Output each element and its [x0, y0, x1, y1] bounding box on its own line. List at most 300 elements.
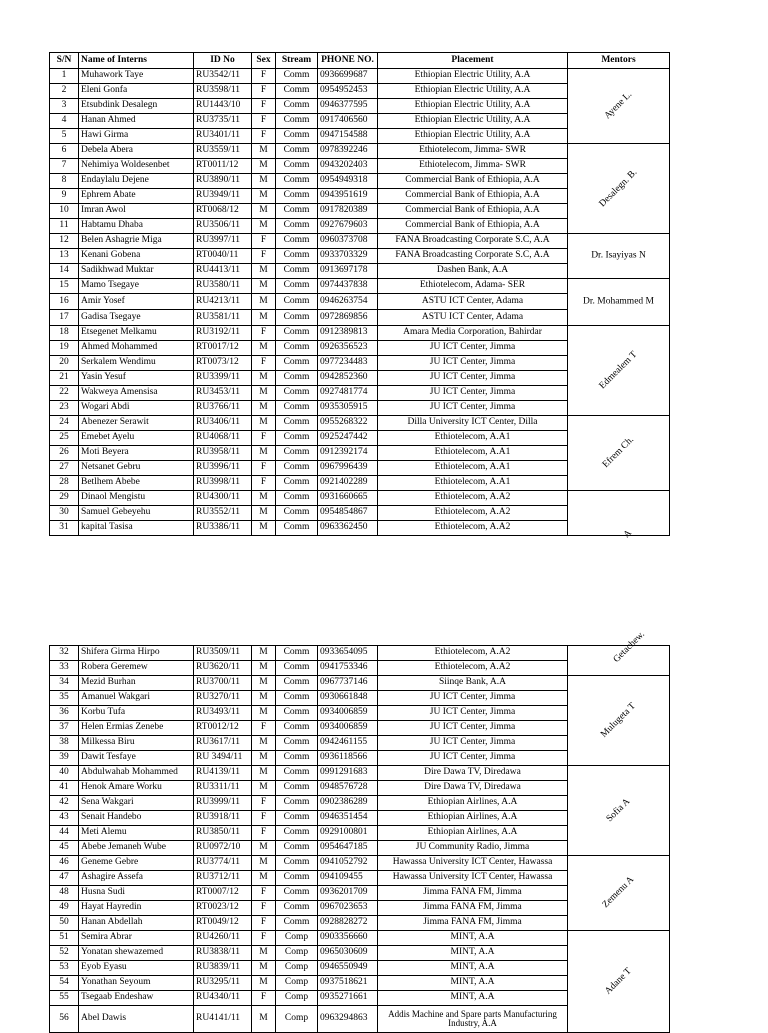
mentor-name: Ayene L.: [602, 89, 634, 122]
cell-sn: 18: [50, 326, 79, 341]
cell-stream: Comm: [276, 264, 318, 279]
cell-phone: 0929100801: [318, 826, 378, 841]
cell-id: RT0049/12: [194, 916, 252, 931]
cell-stream: Comm: [276, 310, 318, 326]
cell-placement: Amara Media Corporation, Bahirdar: [378, 326, 568, 341]
cell-id: RU0972/10: [194, 841, 252, 856]
cell-placement: Ethiotelecom, A.A2: [378, 661, 568, 676]
mentor-name: Edmealem T: [597, 349, 639, 391]
cell-name: Hanan Ahmed: [79, 114, 194, 129]
cell-phone: 0903356660: [318, 931, 378, 946]
cell-stream: Comm: [276, 401, 318, 416]
cell-placement: JU ICT Center, Jimma: [378, 386, 568, 401]
cell-sex: M: [252, 841, 276, 856]
cell-stream: Comm: [276, 326, 318, 341]
cell-phone: 0960373708: [318, 234, 378, 249]
cell-placement: Ethiotelecom, Adama- SER: [378, 279, 568, 294]
cell-sex: F: [252, 69, 276, 84]
cell-name: Hawi Girma: [79, 129, 194, 144]
cell-phone: 0927481774: [318, 386, 378, 401]
cell-sn: 41: [50, 781, 79, 796]
cell-sn: 48: [50, 886, 79, 901]
cell-sex: M: [252, 871, 276, 886]
cell-id: RT0068/12: [194, 204, 252, 219]
cell-placement: Dire Dawa TV, Diredawa: [378, 781, 568, 796]
cell-phone: 0934006859: [318, 721, 378, 736]
cell-sn: 17: [50, 310, 79, 326]
cell-name: Gadisa Tsegaye: [79, 310, 194, 326]
cell-sn: 29: [50, 491, 79, 506]
cell-phone: 0926356523: [318, 341, 378, 356]
cell-name: Sena Wakgari: [79, 796, 194, 811]
cell-sn: 10: [50, 204, 79, 219]
cell-phone: 0934006859: [318, 706, 378, 721]
cell-placement: Ethiotelecom, A.A2: [378, 646, 568, 661]
cell-sn: 43: [50, 811, 79, 826]
cell-name: Ashagire Assefa: [79, 871, 194, 886]
cell-stream: Comm: [276, 341, 318, 356]
cell-name: Meti Alemu: [79, 826, 194, 841]
cell-sn: 6: [50, 144, 79, 159]
table-row: [50, 144, 670, 159]
cell-sex: F: [252, 796, 276, 811]
cell-name: Helen Ermias Zenebe: [79, 721, 194, 736]
cell-name: Geneme Gebre: [79, 856, 194, 871]
cell-id: RU3958/11: [194, 446, 252, 461]
cell-stream: Comm: [276, 506, 318, 521]
cell-sex: M: [252, 401, 276, 416]
cell-sn: 26: [50, 446, 79, 461]
cell-placement: JU ICT Center, Jimma: [378, 721, 568, 736]
cell-stream: Comm: [276, 691, 318, 706]
cell-phone: 0933703329: [318, 249, 378, 264]
cell-placement: JU ICT Center, Jimma: [378, 341, 568, 356]
cell-sex: F: [252, 234, 276, 249]
cell-stream: Comm: [276, 706, 318, 721]
cell-phone: 0930661848: [318, 691, 378, 706]
cell-phone: 0946377595: [318, 99, 378, 114]
cell-sn: 19: [50, 341, 79, 356]
cell-phone: 0954854867: [318, 506, 378, 521]
table-row: [50, 676, 670, 691]
cell-placement: MINT, A.A: [378, 961, 568, 976]
mentor-name: Adane T: [602, 965, 634, 997]
cell-phone: 0954647185: [318, 841, 378, 856]
cell-phone: 0943202403: [318, 159, 378, 174]
cell-sex: F: [252, 249, 276, 264]
cell-phone: 0927679603: [318, 219, 378, 234]
cell-mentor: [568, 931, 670, 1033]
cell-mentor: [568, 856, 670, 931]
cell-sn: 4: [50, 114, 79, 129]
cell-sn: 40: [50, 766, 79, 781]
cell-phone: 0972869856: [318, 310, 378, 326]
cell-placement: Dashen Bank, A.A: [378, 264, 568, 279]
cell-sn: 21: [50, 371, 79, 386]
cell-sex: F: [252, 826, 276, 841]
cell-id: RU3295/11: [194, 976, 252, 991]
cell-stream: Comm: [276, 69, 318, 84]
cell-placement: FANA Broadcasting Corporate S.C, A.A: [378, 234, 568, 249]
cell-phone: 0991291683: [318, 766, 378, 781]
cell-stream: Comm: [276, 386, 318, 401]
cell-stream: Comm: [276, 676, 318, 691]
cell-phone: 0955268322: [318, 416, 378, 431]
cell-phone: 0933654095: [318, 646, 378, 661]
cell-placement: JU ICT Center, Jimma: [378, 356, 568, 371]
cell-phone: 0963362450: [318, 521, 378, 536]
cell-sex: M: [252, 646, 276, 661]
cell-sex: M: [252, 751, 276, 766]
cell-phone: 0902386289: [318, 796, 378, 811]
cell-stream: Comm: [276, 811, 318, 826]
cell-name: Endaylalu Dejene: [79, 174, 194, 189]
cell-sn: 56: [50, 1006, 79, 1033]
cell-id: RU3270/11: [194, 691, 252, 706]
cell-phone: 0967996439: [318, 461, 378, 476]
cell-placement: JU ICT Center, Jimma: [378, 706, 568, 721]
cell-placement: JU ICT Center, Jimma: [378, 736, 568, 751]
cell-phone: 0921402289: [318, 476, 378, 491]
cell-sn: 44: [50, 826, 79, 841]
cell-name: Eyob Eyasu: [79, 961, 194, 976]
cell-stream: Comm: [276, 856, 318, 871]
cell-id: RU3997/11: [194, 234, 252, 249]
cell-placement: Ethiotelecom, A.A1: [378, 431, 568, 446]
cell-sn: 38: [50, 736, 79, 751]
cell-phone: 0931660665: [318, 491, 378, 506]
cell-sex: F: [252, 931, 276, 946]
cell-stream: Comm: [276, 356, 318, 371]
cell-stream: Comm: [276, 736, 318, 751]
cell-mentor: [568, 491, 670, 540]
cell-name: Hayat Hayredin: [79, 901, 194, 916]
cell-id: RU3998/11: [194, 476, 252, 491]
cell-phone: 0963294863: [318, 1006, 378, 1033]
cell-phone: 0917406560: [318, 114, 378, 129]
cell-name: Etsubdink Desalegn: [79, 99, 194, 114]
cell-placement: Hawassa University ICT Center, Hawassa: [378, 856, 568, 871]
cell-sn: 13: [50, 249, 79, 264]
mentor-name: A: [621, 527, 634, 540]
cell-name: Wakweya Amensisa: [79, 386, 194, 401]
cell-sn: 54: [50, 976, 79, 991]
cell-placement: Ethiotelecom, Jimma- SWR: [378, 144, 568, 159]
cell-sex: M: [252, 976, 276, 991]
cell-stream: Comm: [276, 476, 318, 491]
cell-stream: Comm: [276, 491, 318, 506]
interns-table-2: [49, 629, 670, 1033]
cell-sex: M: [252, 386, 276, 401]
cell-name: Amanuel Wakgari: [79, 691, 194, 706]
cell-name: Senait Handebo: [79, 811, 194, 826]
cell-name: Etsegenet Melkamu: [79, 326, 194, 341]
cell-phone: 0936118566: [318, 751, 378, 766]
cell-name: Moti Beyera: [79, 446, 194, 461]
cell-placement: JU ICT Center, Jimma: [378, 691, 568, 706]
cell-id: RU3401/11: [194, 129, 252, 144]
cell-id: RU 3494/11: [194, 751, 252, 766]
cell-placement: Ethiotelecom, A.A1: [378, 476, 568, 491]
cell-phone: 0912389813: [318, 326, 378, 341]
cell-placement: Siinqe Bank, A.A: [378, 676, 568, 691]
cell-sex: M: [252, 371, 276, 386]
cell-name: Milkessa Biru: [79, 736, 194, 751]
mentor-name: Desalegn. B.: [597, 167, 639, 209]
cell-sn: 8: [50, 174, 79, 189]
cell-sex: F: [252, 916, 276, 931]
cell-name: Muhawork Taye: [79, 69, 194, 84]
cell-sex: M: [252, 661, 276, 676]
cell-sn: 55: [50, 991, 79, 1006]
table-row: [50, 326, 670, 341]
cell-stream: Comp: [276, 931, 318, 946]
col-mentors: Mentors: [568, 53, 670, 69]
cell-id: RU3552/11: [194, 506, 252, 521]
table-row: [50, 766, 670, 781]
cell-sn: 1: [50, 69, 79, 84]
cell-id: RU3700/11: [194, 676, 252, 691]
cell-id: RU4141/11: [194, 1006, 252, 1033]
cell-id: RU3949/11: [194, 189, 252, 204]
cell-stream: Comm: [276, 294, 318, 310]
cell-placement: JU ICT Center, Jimma: [378, 751, 568, 766]
cell-sex: M: [252, 691, 276, 706]
cell-sex: F: [252, 326, 276, 341]
cell-name: Yasin Yesuf: [79, 371, 194, 386]
cell-id: RU3617/11: [194, 736, 252, 751]
cell-mentor: [568, 416, 670, 491]
cell-phone: 0946263754: [318, 294, 378, 310]
cell-name: Mamo Tsegaye: [79, 279, 194, 294]
cell-sex: M: [252, 676, 276, 691]
cell-placement: Hawassa University ICT Center, Hawassa: [378, 871, 568, 886]
cell-phone: 0935305915: [318, 401, 378, 416]
interns-table-1: [49, 52, 670, 540]
cell-sex: M: [252, 204, 276, 219]
cell-phone: 0928828272: [318, 916, 378, 931]
cell-stream: Comp: [276, 961, 318, 976]
cell-placement: Ethiopian Electric Utility, A.A: [378, 84, 568, 99]
cell-sex: F: [252, 991, 276, 1006]
table-row: [50, 234, 670, 249]
cell-mentor: [568, 234, 670, 279]
cell-mentor: [568, 279, 670, 326]
cell-name: Sadikhwad Muktar: [79, 264, 194, 279]
cell-sn: 23: [50, 401, 79, 416]
cell-id: RT0023/12: [194, 901, 252, 916]
cell-name: Robera Geremew: [79, 661, 194, 676]
table-row: [50, 856, 670, 871]
cell-name: Abebe Jemaneh Wube: [79, 841, 194, 856]
cell-placement: Jimma FANA FM, Jimma: [378, 916, 568, 931]
cell-stream: Comm: [276, 901, 318, 916]
cell-sn: 46: [50, 856, 79, 871]
table-row: [50, 69, 670, 84]
cell-sex: M: [252, 706, 276, 721]
cell-id: RT0012/12: [194, 721, 252, 736]
cell-stream: Comm: [276, 886, 318, 901]
cell-id: RU3406/11: [194, 416, 252, 431]
table-row: [50, 279, 670, 294]
cell-sex: M: [252, 736, 276, 751]
cell-placement: Ethiotelecom, Jimma- SWR: [378, 159, 568, 174]
cell-id: RU3386/11: [194, 521, 252, 536]
cell-id: RU3620/11: [194, 661, 252, 676]
cell-stream: Comm: [276, 916, 318, 931]
cell-sn: 16: [50, 294, 79, 310]
cell-phone: 0947154588: [318, 129, 378, 144]
cell-id: RU3509/11: [194, 646, 252, 661]
cell-id: RT0007/12: [194, 886, 252, 901]
cell-name: kapital Tasisa: [79, 521, 194, 536]
cell-stream: Comp: [276, 946, 318, 961]
cell-id: RU4213/11: [194, 294, 252, 310]
cell-id: RT0011/12: [194, 159, 252, 174]
cell-placement: Jimma FANA FM, Jimma: [378, 886, 568, 901]
cell-stream: Comm: [276, 371, 318, 386]
cell-placement: Ethiotelecom, A.A2: [378, 506, 568, 521]
cell-sn: 33: [50, 661, 79, 676]
cell-id: RU3580/11: [194, 279, 252, 294]
cell-sn: 24: [50, 416, 79, 431]
cell-name: Habtamu Dhaba: [79, 219, 194, 234]
cell-stream: Comm: [276, 249, 318, 264]
cell-sn: 49: [50, 901, 79, 916]
cell-sex: F: [252, 84, 276, 99]
cell-id: RU3996/11: [194, 461, 252, 476]
cell-id: RU4300/11: [194, 491, 252, 506]
cell-stream: Comm: [276, 129, 318, 144]
cell-phone: 0946351454: [318, 811, 378, 826]
cell-sex: M: [252, 446, 276, 461]
col-sex: Sex: [252, 53, 276, 69]
cell-id: RU3838/11: [194, 946, 252, 961]
cell-id: RU4260/11: [194, 931, 252, 946]
cell-name: Nehimiya Woldesenbet: [79, 159, 194, 174]
cell-stream: Comm: [276, 99, 318, 114]
cell-name: Imran Awol: [79, 204, 194, 219]
cell-stream: Comm: [276, 841, 318, 856]
cell-phone: 0942461155: [318, 736, 378, 751]
col-stream: Stream: [276, 53, 318, 69]
cell-placement: MINT, A.A: [378, 931, 568, 946]
cell-sn: 9: [50, 189, 79, 204]
cell-stream: Comm: [276, 751, 318, 766]
cell-placement: Commercial Bank of Ethiopia, A.A: [378, 204, 568, 219]
cell-phone: 0978392246: [318, 144, 378, 159]
cell-sn: 20: [50, 356, 79, 371]
cell-phone: 0965030609: [318, 946, 378, 961]
cell-name: Yonathan Seyoum: [79, 976, 194, 991]
cell-sn: 50: [50, 916, 79, 931]
cell-placement: JU Community Radio, Jimma: [378, 841, 568, 856]
cell-sex: M: [252, 416, 276, 431]
cell-name: Yonatan shewazemed: [79, 946, 194, 961]
cell-phone: 0925247442: [318, 431, 378, 446]
cell-placement: Ethiopian Electric Utility, A.A: [378, 129, 568, 144]
cell-stream: Comm: [276, 144, 318, 159]
cell-placement: Commercial Bank of Ethiopia, A.A: [378, 189, 568, 204]
cell-phone: 0912392174: [318, 446, 378, 461]
cell-sex: F: [252, 476, 276, 491]
cell-stream: Comm: [276, 766, 318, 781]
cell-mentor: [568, 766, 670, 856]
cell-sex: M: [252, 781, 276, 796]
cell-sn: 25: [50, 431, 79, 446]
cell-stream: Comm: [276, 204, 318, 219]
cell-phone: 0954949318: [318, 174, 378, 189]
mentor-name: Mulugeta T: [598, 700, 638, 740]
cell-id: RT0017/12: [194, 341, 252, 356]
cell-id: RU3735/11: [194, 114, 252, 129]
cell-name: Tsegaab Endeshaw: [79, 991, 194, 1006]
mentor-name: Dr. Isayiyas N: [591, 250, 646, 261]
cell-sex: F: [252, 114, 276, 129]
cell-sex: M: [252, 294, 276, 310]
cell-stream: Comp: [276, 991, 318, 1006]
cell-placement: JU ICT Center, Jimma: [378, 371, 568, 386]
cell-sex: F: [252, 721, 276, 736]
col-sn: S/N: [50, 53, 79, 69]
cell-placement: Commercial Bank of Ethiopia, A.A: [378, 219, 568, 234]
cell-placement: Dire Dawa TV, Diredawa: [378, 766, 568, 781]
cell-sn: 3: [50, 99, 79, 114]
cell-placement: Commercial Bank of Ethiopia, A.A: [378, 174, 568, 189]
cell-sn: 28: [50, 476, 79, 491]
table-row: [50, 416, 670, 431]
cell-name: Debela Abera: [79, 144, 194, 159]
cell-name: Semira Abrar: [79, 931, 194, 946]
cell-stream: Comm: [276, 114, 318, 129]
cell-sex: M: [252, 310, 276, 326]
cell-id: RU3918/11: [194, 811, 252, 826]
col-phone: PHONE NO.: [318, 53, 378, 69]
cell-sn: 52: [50, 946, 79, 961]
cell-phone: 0948576728: [318, 781, 378, 796]
cell-sex: M: [252, 144, 276, 159]
cell-name: Abel Dawis: [79, 1006, 194, 1033]
cell-stream: Comm: [276, 234, 318, 249]
cell-sex: M: [252, 219, 276, 234]
cell-stream: Comm: [276, 446, 318, 461]
cell-sex: M: [252, 766, 276, 781]
cell-stream: Comm: [276, 84, 318, 99]
cell-phone: 0974437838: [318, 279, 378, 294]
cell-name: Belen Ashagrie Miga: [79, 234, 194, 249]
cell-phone: 0937518621: [318, 976, 378, 991]
cell-sex: F: [252, 901, 276, 916]
cell-mentor: [568, 676, 670, 766]
cell-sex: M: [252, 189, 276, 204]
cell-sex: F: [252, 461, 276, 476]
cell-placement: MINT, A.A: [378, 946, 568, 961]
cell-phone: 0942852360: [318, 371, 378, 386]
cell-phone: 0917820389: [318, 204, 378, 219]
cell-id: RU3774/11: [194, 856, 252, 871]
cell-id: RU3712/11: [194, 871, 252, 886]
mentor-name: Getachew.: [612, 629, 648, 665]
cell-name: Dinaol Mengistu: [79, 491, 194, 506]
cell-name: Shifera Girma Hirpo: [79, 646, 194, 661]
cell-sex: F: [252, 811, 276, 826]
cell-id: RU4340/11: [194, 991, 252, 1006]
cell-sn: 30: [50, 506, 79, 521]
cell-sn: 14: [50, 264, 79, 279]
cell-id: RT0073/12: [194, 356, 252, 371]
mentor-name: Efrem Ch.: [600, 434, 636, 470]
cell-name: Serkalem Wendimu: [79, 356, 194, 371]
